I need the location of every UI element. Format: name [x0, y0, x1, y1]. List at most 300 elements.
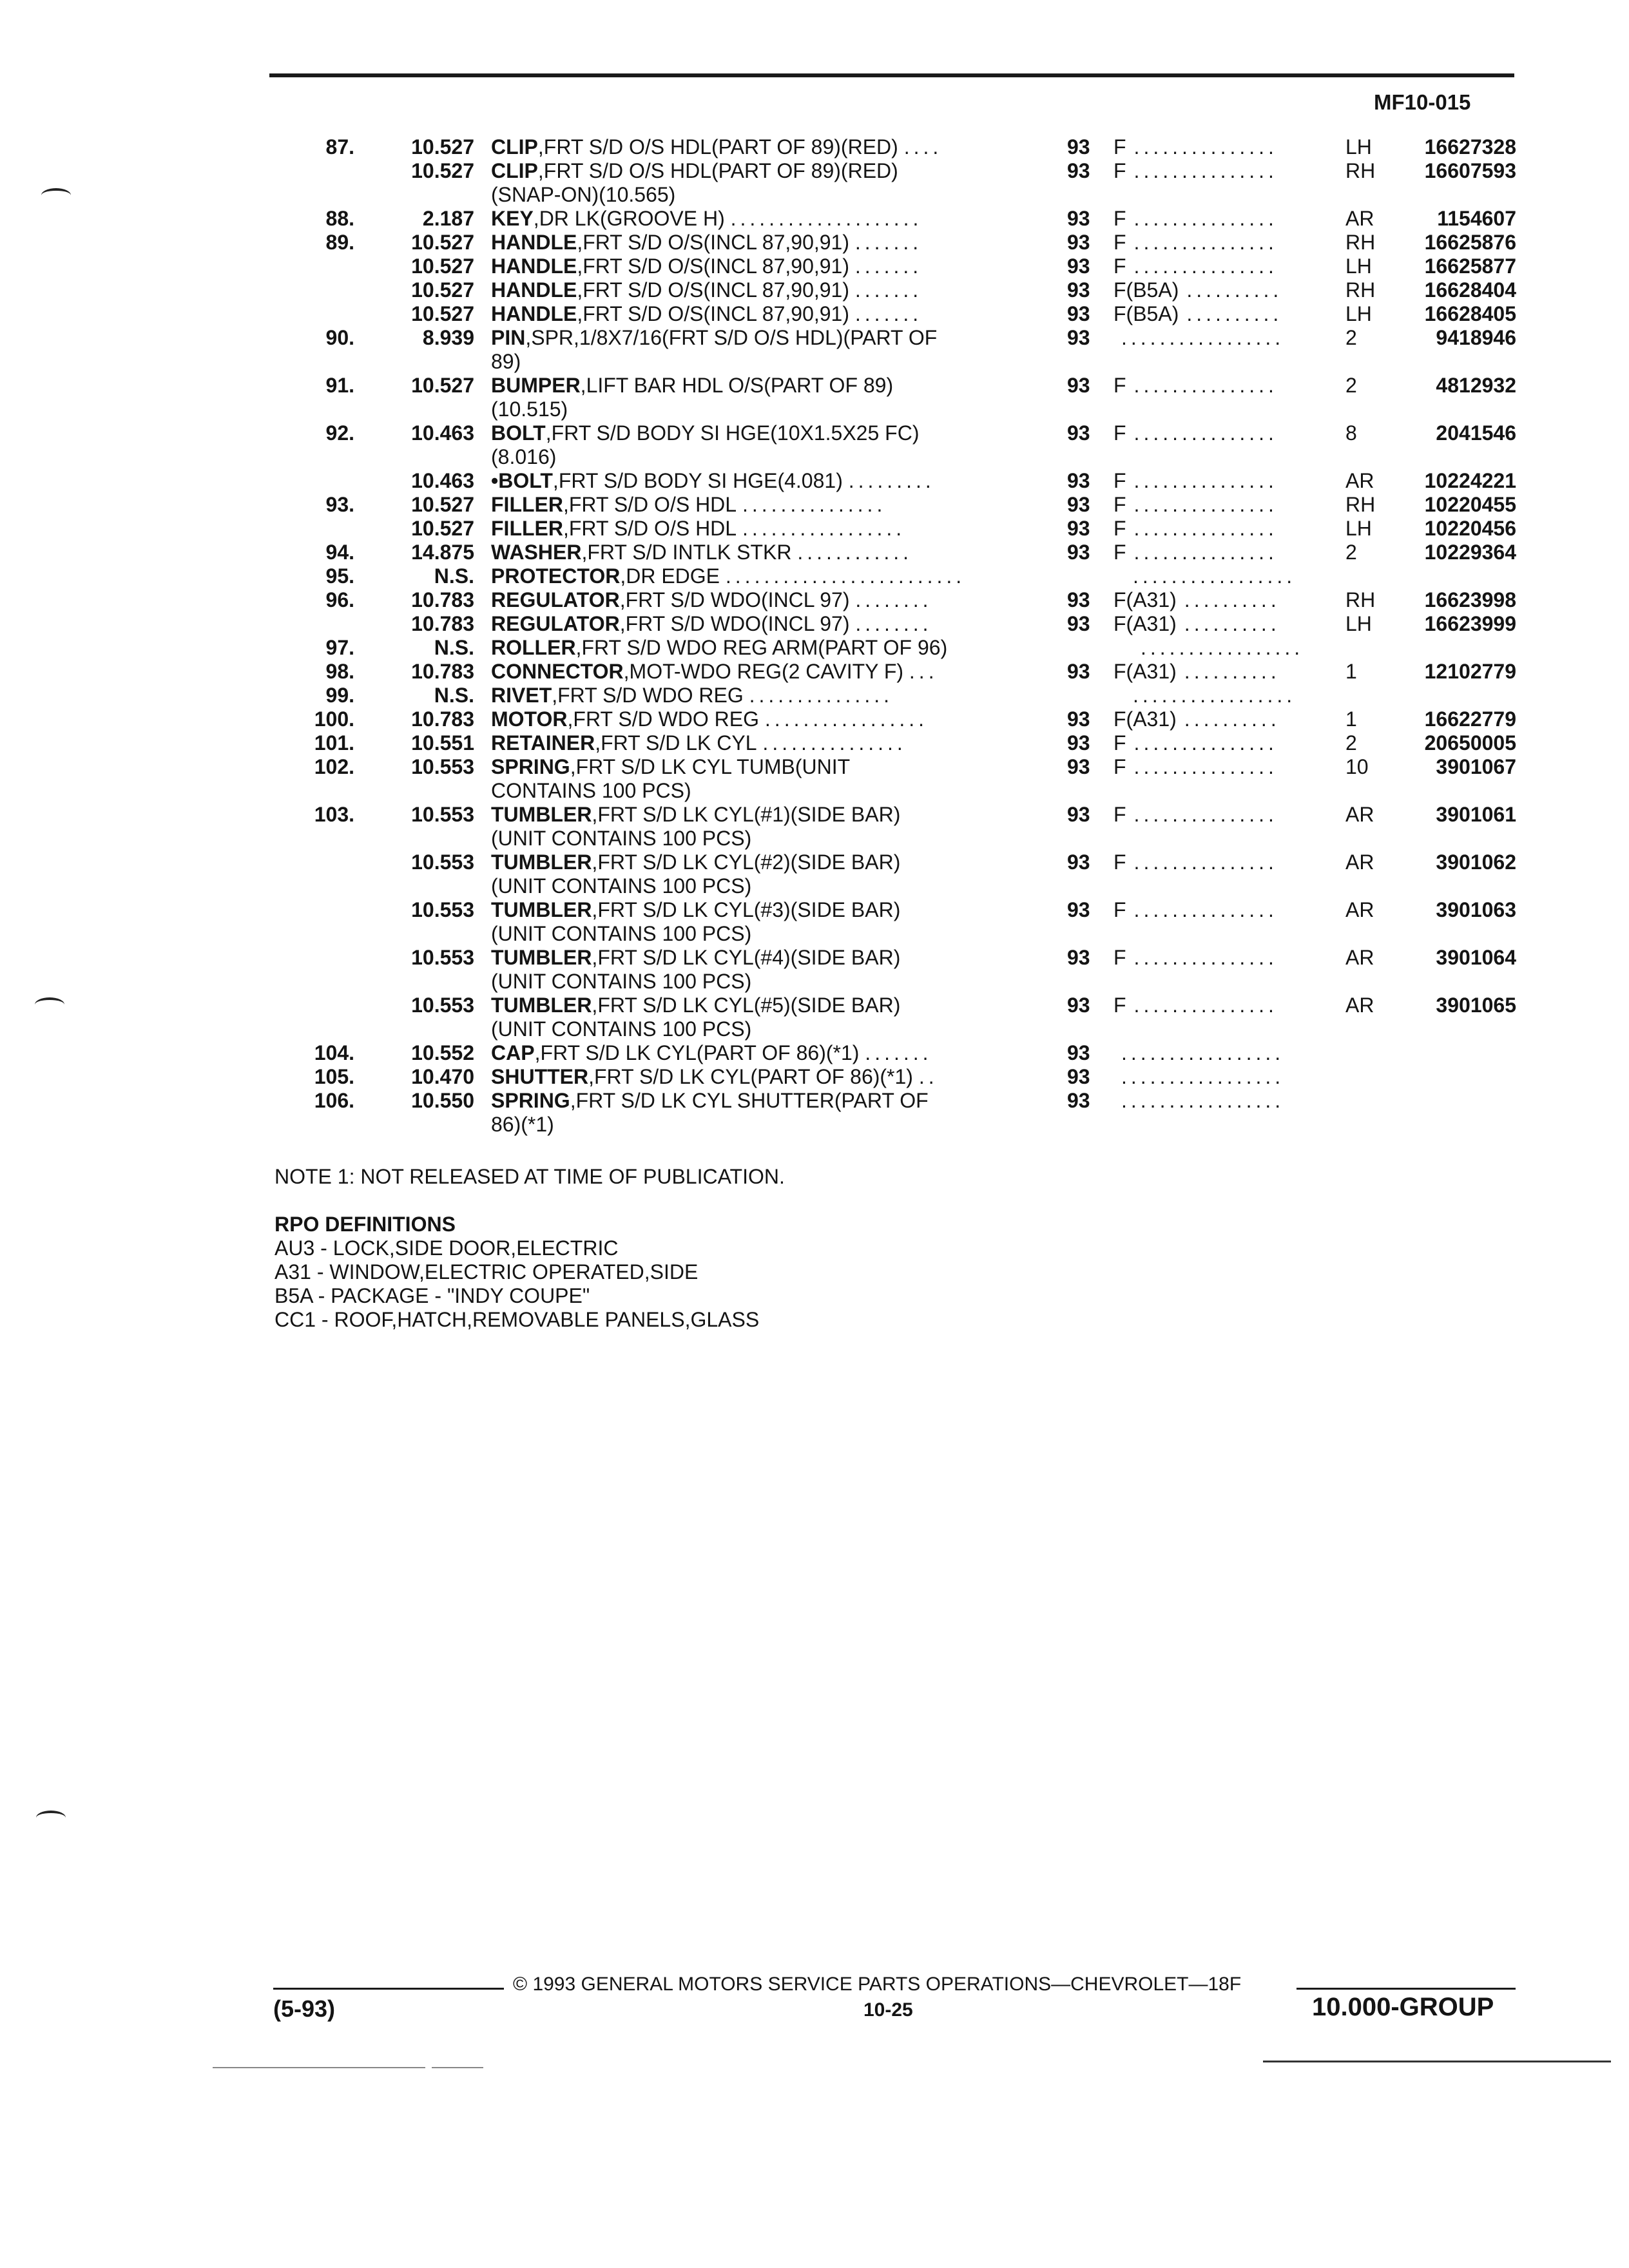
leader-dots: .......: [854, 231, 923, 254]
ref-number: 87.: [325, 135, 354, 159]
part-name: CONNECTOR: [491, 660, 624, 683]
bottom-rule: [213, 2067, 425, 2068]
series-code: F(A31): [1113, 588, 1177, 611]
series-code: F: [1113, 374, 1126, 397]
series-dots: ...............: [1133, 255, 1278, 278]
part-name: REGULATOR: [491, 588, 620, 611]
part-description: [491, 564, 1019, 588]
series-dots: ..........: [1184, 588, 1280, 611]
description-text: ,FRT S/D WDO(INCL 97): [619, 588, 850, 611]
quantity-side: 10: [1345, 755, 1369, 778]
quantity-side: AR: [1345, 469, 1374, 492]
series: [1125, 564, 1296, 588]
quantity-side: RH: [1345, 493, 1376, 516]
part-name: TUMBLER: [491, 803, 592, 826]
part-row: [0, 231, 1629, 255]
model-year: 93: [1067, 541, 1090, 564]
part-row: [0, 803, 1629, 850]
rpo-item: A31 - WINDOW,ELECTRIC OPERATED,SIDE: [275, 1260, 699, 1283]
leader-dots: .........: [848, 469, 935, 492]
description-line-2: 86)(*1): [491, 1113, 554, 1136]
series-code: F(B5A): [1113, 278, 1179, 302]
leader-dots: ............: [797, 541, 913, 564]
description-text: ,FRT S/D LK CYL(#3)(SIDE BAR): [592, 898, 901, 921]
part-number: 16607593: [1424, 159, 1516, 182]
series: [1125, 684, 1296, 707]
part-name: CAP: [491, 1041, 535, 1064]
quantity-side: AR: [1345, 803, 1374, 826]
part-number: 10224221: [1424, 469, 1516, 492]
model-year: 93: [1067, 660, 1090, 683]
part-number: 10220455: [1424, 493, 1516, 516]
series-dots: ...............: [1133, 994, 1278, 1017]
quantity-side: AR: [1345, 994, 1374, 1017]
series-code: F(A31): [1113, 707, 1177, 731]
notes-section: [275, 1165, 785, 1332]
part-row: [0, 588, 1629, 612]
description-line-2: (8.016): [491, 445, 557, 468]
description-line-2: (10.515): [491, 398, 568, 421]
part-row: [0, 326, 1629, 374]
part-number: 3901064: [1436, 946, 1516, 969]
series-dots: ...............: [1133, 517, 1278, 540]
description-text: ,FRT S/D LK CYL SHUTTER(PART OF: [570, 1089, 929, 1112]
part-row: [0, 135, 1629, 159]
quantity-side: 2: [1345, 541, 1357, 564]
group-number: 2.187: [422, 207, 474, 230]
rpo-item: CC1 - ROOF,HATCH,REMOVABLE PANELS,GLASS: [275, 1308, 760, 1331]
group-number: 10.463: [411, 469, 474, 492]
series: [1113, 159, 1278, 183]
part-row: [0, 493, 1629, 517]
series: [1113, 326, 1284, 350]
part-row: [0, 374, 1629, 421]
series-dots: ..........: [1184, 612, 1280, 635]
part-description: [491, 278, 1019, 302]
description-text: ,FRT S/D LK CYL(PART OF 86)(*1): [588, 1065, 913, 1088]
series-dots: .................: [1121, 326, 1285, 349]
part-row: [0, 660, 1629, 684]
model-year: 93: [1067, 612, 1090, 635]
description-line-2: 89): [491, 350, 521, 373]
part-row: [0, 207, 1629, 231]
series: [1113, 898, 1278, 922]
model-year: 93: [1067, 278, 1090, 302]
group-number: 10.783: [411, 707, 474, 731]
series-code: F: [1113, 493, 1126, 516]
series: [1113, 707, 1280, 731]
ref-number: 94.: [325, 541, 354, 564]
series: [1113, 255, 1278, 278]
series-dots: ..........: [1186, 302, 1283, 325]
part-row: [0, 994, 1629, 1041]
group-number: 10.527: [411, 517, 474, 540]
description-text: ,FRT S/D WDO REG: [567, 707, 760, 731]
series-code: F: [1113, 541, 1126, 564]
description-text: ,FRT S/D O/S(INCL 87,90,91): [577, 255, 849, 278]
group-number: 10.527: [411, 255, 474, 278]
description-line-2: (UNIT CONTAINS 100 PCS): [491, 922, 752, 945]
description-text: ,FRT S/D O/S(INCL 87,90,91): [577, 302, 849, 325]
quantity-side: 8: [1345, 421, 1357, 445]
group-number: 10.527: [411, 278, 474, 302]
group-number: N.S.: [434, 684, 474, 707]
series: [1113, 135, 1278, 159]
group-number: 10.552: [411, 1041, 474, 1064]
series-dots: ...............: [1133, 135, 1278, 159]
part-name: FILLER: [491, 493, 563, 516]
series: [1113, 493, 1278, 517]
model-year: 93: [1067, 588, 1090, 611]
part-name: BUMPER: [491, 374, 581, 397]
series-dots: ...............: [1133, 469, 1278, 492]
series: [1113, 421, 1278, 445]
part-number: 16627328: [1424, 135, 1516, 159]
part-row: [0, 517, 1629, 541]
series-code: F: [1113, 946, 1126, 969]
quantity-side: AR: [1345, 207, 1374, 230]
model-year: 93: [1067, 374, 1090, 397]
part-name: PROTECTOR: [491, 564, 621, 588]
group-number: 10.783: [411, 588, 474, 611]
description-text: ,FRT S/D WDO(INCL 97): [619, 612, 850, 635]
part-name: RETAINER: [491, 731, 595, 754]
description-text: ,FRT S/D BODY SI HGE(10X1.5X25 FC): [545, 421, 920, 445]
leader-dots: .................: [742, 517, 906, 540]
ref-number: 97.: [325, 636, 354, 659]
part-description: [491, 159, 1019, 206]
part-row: [0, 1065, 1629, 1089]
part-number: 10220456: [1424, 517, 1516, 540]
series-dots: ..........: [1186, 278, 1283, 302]
group-number: 10.550: [411, 1089, 474, 1112]
series: [1113, 302, 1282, 326]
quantity-side: LH: [1345, 302, 1372, 325]
part-description: [491, 588, 1019, 612]
ref-number: 88.: [325, 207, 354, 230]
part-name: HANDLE: [491, 255, 577, 278]
description-text: ,FRT S/D LK CYL: [595, 731, 757, 754]
series-dots: .................: [1121, 1065, 1285, 1088]
part-row: [0, 278, 1629, 302]
description-line-2: (UNIT CONTAINS 100 PCS): [491, 970, 752, 993]
ref-number: 89.: [325, 231, 354, 254]
description-text: ,FRT S/D O/S HDL(PART OF 89)(RED): [537, 135, 898, 159]
part-description: [491, 946, 1019, 993]
footer-rule-left: [273, 1988, 504, 1990]
leader-dots: ........: [855, 612, 932, 635]
model-year: 93: [1067, 159, 1090, 182]
series: [1125, 636, 1304, 660]
series-code: F(B5A): [1113, 302, 1179, 325]
series-code: F: [1113, 898, 1126, 921]
leader-dots: .................: [764, 707, 929, 731]
part-row: [0, 731, 1629, 755]
rpo-title: RPO DEFINITIONS: [275, 1213, 456, 1236]
quantity-side: 2: [1345, 374, 1357, 397]
ref-number: 106.: [314, 1089, 354, 1112]
series-dots: ...............: [1133, 421, 1278, 445]
part-row: [0, 850, 1629, 898]
ref-number: 91.: [325, 374, 354, 397]
series: [1113, 1041, 1284, 1065]
group-number: 10.527: [411, 159, 474, 182]
part-row: [0, 1089, 1629, 1137]
group-number: 10.553: [411, 755, 474, 778]
model-year: 93: [1067, 135, 1090, 159]
part-name: BOLT: [491, 421, 546, 445]
part-name: TUMBLER: [491, 850, 592, 874]
series: [1113, 1065, 1284, 1089]
description-line-2: (SNAP-ON)(10.565): [491, 183, 676, 206]
description-text: ,MOT-WDO REG(2 CAVITY F): [623, 660, 904, 683]
part-description: [491, 255, 1019, 278]
series-dots: ..........: [1184, 660, 1280, 683]
rpo-item: AU3 - LOCK,SIDE DOOR,ELECTRIC: [275, 1236, 619, 1260]
quantity-side: AR: [1345, 850, 1374, 874]
part-number: 2041546: [1436, 421, 1516, 445]
model-year: 93: [1067, 755, 1090, 778]
group-number: 10.527: [411, 135, 474, 159]
bottom-rule: [1263, 2061, 1611, 2062]
description-line-2: (UNIT CONTAINS 100 PCS): [491, 1017, 752, 1041]
model-year: 93: [1067, 469, 1090, 492]
group-number: 8.939: [422, 326, 474, 349]
description-text: ,FRT S/D O/S(INCL 87,90,91): [577, 231, 849, 254]
group-number: 14.875: [411, 541, 474, 564]
part-name: FILLER: [491, 517, 563, 540]
quantity-side: LH: [1345, 517, 1372, 540]
model-year: 93: [1067, 946, 1090, 969]
part-number: 16622779: [1424, 707, 1516, 731]
group-number: 10.527: [411, 493, 474, 516]
model-year: 93: [1067, 994, 1090, 1017]
part-number: 4812932: [1436, 374, 1516, 397]
ref-number: 92.: [325, 421, 354, 445]
part-description: [491, 493, 1019, 517]
part-description: [491, 612, 1019, 636]
part-number: 16623998: [1424, 588, 1516, 611]
group-number: 10.783: [411, 612, 474, 635]
part-row: [0, 755, 1629, 803]
description-line-2: (UNIT CONTAINS 100 PCS): [491, 874, 752, 898]
leader-dots: .......: [854, 302, 923, 325]
part-description: [491, 1041, 1019, 1065]
series: [1113, 588, 1280, 612]
part-number: 3901067: [1436, 755, 1516, 778]
part-row: [0, 564, 1629, 588]
ref-number: 95.: [325, 564, 354, 588]
series: [1113, 731, 1278, 755]
model-year: 93: [1067, 898, 1090, 921]
model-year: 93: [1067, 731, 1090, 754]
series: [1113, 803, 1278, 827]
model-year: 93: [1067, 255, 1090, 278]
group-number: 10.553: [411, 946, 474, 969]
placeholder-dots: .................: [1133, 684, 1296, 707]
copyright-line: © 1993 GENERAL MOTORS SERVICE PARTS OPERATIONS—CHEVROLET—18F: [513, 1974, 1242, 1995]
series-code: F(A31): [1113, 660, 1177, 683]
part-number: 16628404: [1424, 278, 1516, 302]
description-text: ,FRT S/D O/S HDL: [563, 493, 737, 516]
series-dots: ...............: [1133, 374, 1278, 397]
ref-number: 102.: [314, 755, 354, 778]
ref-number: 99.: [325, 684, 354, 707]
placeholder-dots: .................: [1133, 564, 1296, 588]
series-code: F: [1113, 803, 1126, 826]
page-number: 10-25: [863, 1999, 913, 2021]
part-name: KEY: [491, 207, 534, 230]
quantity-side: LH: [1345, 255, 1372, 278]
description-text: ,FRT S/D O/S HDL: [563, 517, 737, 540]
date-code: (5-93): [273, 1995, 336, 2022]
part-number: 3901061: [1436, 803, 1516, 826]
leader-dots: ...............: [762, 731, 907, 754]
series: [1113, 231, 1278, 255]
part-name: MOTOR: [491, 707, 568, 731]
series-code: F: [1113, 159, 1126, 182]
model-year: 93: [1067, 326, 1090, 349]
description-text: ,FRT S/D LK CYL(PART OF 86)(*1): [534, 1041, 860, 1064]
description-text: ,FRT S/D LK CYL(#1)(SIDE BAR): [592, 803, 901, 826]
part-description: [491, 850, 1019, 898]
part-description: [491, 207, 1019, 231]
part-description: [491, 135, 1019, 159]
series-code: F: [1113, 421, 1126, 445]
series-dots: ...............: [1133, 231, 1278, 254]
leader-dots: .......: [854, 278, 923, 302]
quantity-side: 2: [1345, 731, 1357, 754]
part-description: [491, 636, 1019, 660]
ref-number: 96.: [325, 588, 354, 611]
leader-dots: ........: [855, 588, 932, 611]
series-code: F(A31): [1113, 612, 1177, 635]
leader-dots: ....: [903, 135, 943, 159]
series-code: F: [1113, 231, 1126, 254]
group-number: 10.553: [411, 898, 474, 921]
part-name: CLIP: [491, 135, 538, 159]
description-text: ,DR LK(GROOVE H): [533, 207, 725, 230]
ref-number: 103.: [314, 803, 354, 826]
series: [1113, 517, 1278, 541]
series: [1113, 755, 1278, 779]
part-description: [491, 660, 1019, 684]
series: [1113, 1089, 1284, 1113]
bottom-rule: [432, 2067, 483, 2068]
part-description: [491, 994, 1019, 1041]
part-row: [0, 255, 1629, 278]
part-number: 1154607: [1437, 207, 1516, 230]
part-name: HANDLE: [491, 231, 577, 254]
part-name: SPRING: [491, 1089, 570, 1112]
model-year: 93: [1067, 231, 1090, 254]
quantity-side: AR: [1345, 898, 1374, 921]
model-year: 93: [1067, 421, 1090, 445]
series-dots: .................: [1121, 1041, 1285, 1064]
binder-hole-mark: [36, 1811, 66, 1825]
ref-number: 98.: [325, 660, 354, 683]
part-number: 16625877: [1424, 255, 1516, 278]
series-dots: ..........: [1184, 707, 1280, 731]
part-name: TUMBLER: [491, 994, 592, 1017]
series: [1113, 207, 1278, 231]
part-row: [0, 302, 1629, 326]
group-number: 10.553: [411, 850, 474, 874]
description-line-2: (UNIT CONTAINS 100 PCS): [491, 827, 752, 850]
part-name: HANDLE: [491, 302, 577, 325]
part-number: 16623999: [1424, 612, 1516, 635]
part-number: 20650005: [1424, 731, 1516, 754]
group-code: 10.000-GROUP: [1312, 1993, 1494, 2021]
part-name: REGULATOR: [491, 612, 620, 635]
quantity-side: RH: [1345, 159, 1376, 182]
series-code: F: [1113, 135, 1126, 159]
series-dots: ...............: [1133, 946, 1278, 969]
series-code: F: [1113, 755, 1126, 778]
series-dots: ...............: [1133, 207, 1278, 230]
part-name: HANDLE: [491, 278, 577, 302]
leader-dots: ...: [909, 660, 938, 683]
part-number: 16625876: [1424, 231, 1516, 254]
model-year: 93: [1067, 302, 1090, 325]
model-year: 93: [1067, 517, 1090, 540]
quantity-side: 2: [1345, 326, 1357, 349]
model-year: 93: [1067, 1041, 1090, 1064]
ref-number: 100.: [314, 707, 354, 731]
part-description: [491, 684, 1019, 707]
part-row: [0, 612, 1629, 636]
leader-dots: ...............: [749, 684, 893, 707]
part-name: SHUTTER: [491, 1065, 589, 1088]
ref-number: 101.: [314, 731, 354, 754]
model-year: 93: [1067, 207, 1090, 230]
ref-number: 90.: [325, 326, 354, 349]
part-description: [491, 517, 1019, 541]
part-row: [0, 898, 1629, 946]
series-dots: ...............: [1133, 898, 1278, 921]
leader-dots: ..: [918, 1065, 938, 1088]
quantity-side: AR: [1345, 946, 1374, 969]
part-name: CLIP: [491, 159, 538, 182]
leader-dots: .......: [854, 255, 923, 278]
series-code: F: [1113, 255, 1126, 278]
part-name: PIN: [491, 326, 526, 349]
series: [1113, 374, 1278, 398]
description-text: ,FRT S/D LK CYL(#2)(SIDE BAR): [592, 850, 901, 874]
part-row: [0, 1041, 1629, 1065]
part-number: 16628405: [1424, 302, 1516, 325]
group-number: 10.783: [411, 660, 474, 683]
part-description: [491, 469, 1019, 493]
description-text: ,FRT S/D O/S HDL(PART OF 89)(RED): [537, 159, 898, 182]
leader-dots: .........................: [725, 564, 966, 588]
description-line-2: CONTAINS 100 PCS): [491, 779, 691, 802]
part-row: [0, 541, 1629, 564]
part-row: [0, 946, 1629, 994]
series-dots: ...............: [1133, 755, 1278, 778]
page-code: MF10-015: [1374, 90, 1471, 114]
series: [1113, 612, 1280, 636]
placeholder-dots: .................: [1141, 636, 1304, 659]
description-text: ,LIFT BAR HDL O/S(PART OF 89): [580, 374, 894, 397]
ref-number: 104.: [314, 1041, 354, 1064]
series: [1113, 278, 1282, 302]
series-dots: ...............: [1133, 159, 1278, 182]
part-description: [491, 731, 1019, 755]
part-name: TUMBLER: [491, 898, 592, 921]
part-name: RIVET: [491, 684, 552, 707]
model-year: 93: [1067, 850, 1090, 874]
